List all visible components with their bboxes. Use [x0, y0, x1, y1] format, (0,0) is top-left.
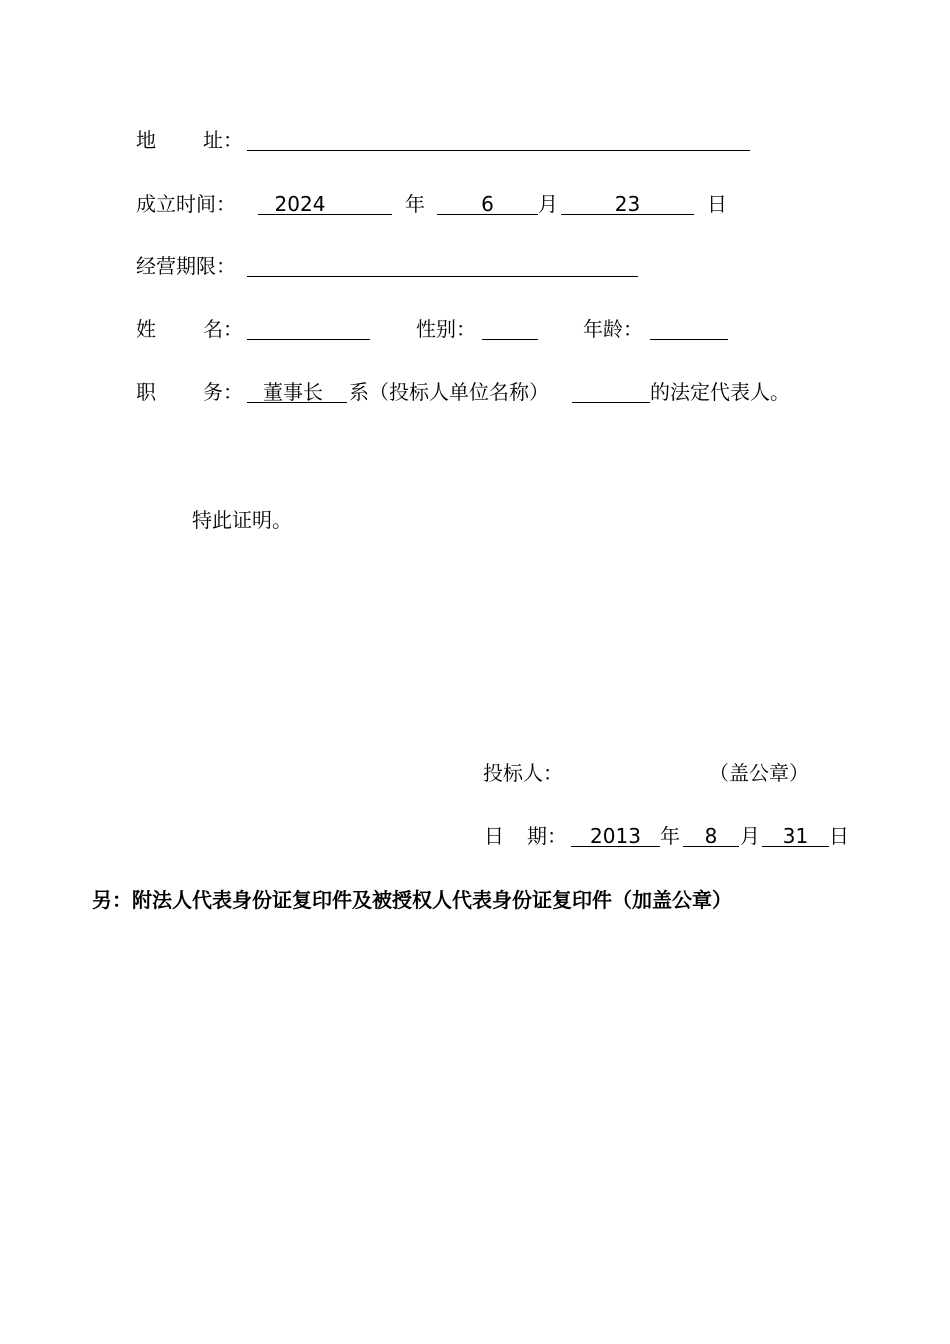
established-year-unit: 年 [405, 192, 425, 216]
gender-label: 性别： [416, 317, 476, 341]
established-label: 成立时间： [136, 192, 236, 216]
established-year-value: 2024 [274, 192, 326, 216]
certify-text: 特此证明。 [192, 508, 292, 532]
age-label: 年龄： [583, 317, 643, 341]
date-label-2: 期： [527, 824, 567, 848]
position-text-before: 系（投标人单位名称） [349, 380, 549, 404]
bidder-row [0, 759, 950, 787]
company-field-line[interactable] [572, 402, 650, 403]
date-month-unit: 月 [740, 824, 760, 848]
date-year-value: 2013 [590, 824, 641, 848]
bidder-label: 投标人： [483, 761, 563, 785]
date-day-value: 31 [782, 824, 809, 848]
name-field-line[interactable] [247, 339, 370, 340]
address-label-1: 地 [136, 128, 156, 152]
established-row [0, 190, 950, 218]
established-day-value: 23 [614, 192, 641, 216]
address-row [0, 126, 950, 154]
name-label-1: 姓 [136, 317, 156, 341]
address-label-2: 址： [203, 128, 243, 152]
date-month-value: 8 [704, 824, 718, 848]
established-month-unit: 月 [538, 192, 558, 216]
position-field-value: 董事长 [263, 380, 323, 404]
position-text-after: 的法定代表人。 [650, 380, 790, 404]
business-term-field-line[interactable] [247, 276, 638, 277]
position-label-1: 职 [136, 380, 156, 404]
gender-field-line[interactable] [482, 339, 538, 340]
business-term-row [0, 252, 950, 280]
position-label-2: 务： [203, 380, 243, 404]
date-year-unit: 年 [660, 824, 680, 848]
address-field-line[interactable] [247, 150, 750, 151]
date-label-1: 日 [484, 824, 504, 848]
certify-row [0, 506, 950, 534]
seal-label: （盖公章） [709, 761, 809, 785]
note-row [0, 886, 950, 914]
position-row [0, 378, 950, 406]
established-day-unit: 日 [707, 192, 727, 216]
established-month-value: 6 [481, 192, 494, 216]
attachment-note: 另：附法人代表身份证复印件及被授权人代表身份证复印件（加盖公章） [92, 888, 732, 912]
person-row [0, 315, 950, 343]
date-row [0, 822, 950, 850]
age-field-line[interactable] [650, 339, 728, 340]
name-label-2: 名： [203, 317, 243, 341]
date-day-unit: 日 [829, 824, 849, 848]
business-term-label: 经营期限： [136, 254, 236, 278]
